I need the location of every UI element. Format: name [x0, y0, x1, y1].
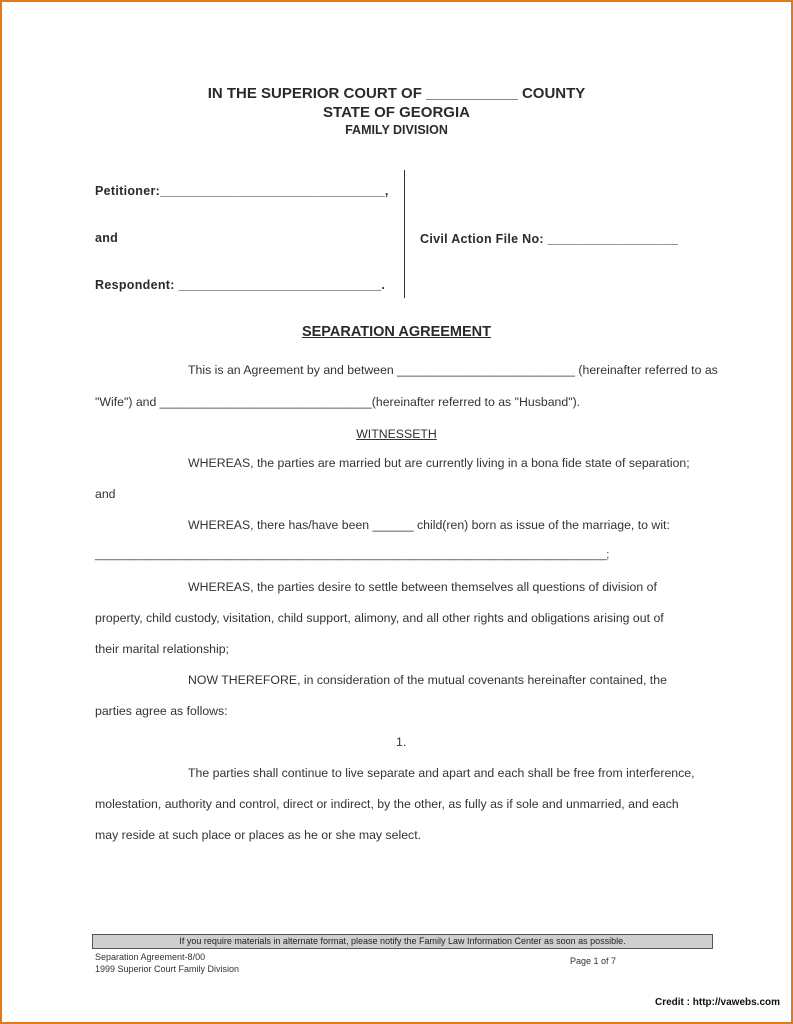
state-heading: STATE OF GEORGIA — [323, 104, 470, 121]
body-line-10: NOW THEREFORE, in consideration of the mutual covenants hereinafter contained, the — [188, 673, 667, 687]
page-number: Page 1 of 7 — [570, 956, 617, 966]
children-names-line: ___________________________________________________________________________________________; — [95, 549, 609, 561]
body-line-13: molestation, authority and control, direct or indirect, by the other, as fully as if sole and unmarried, and each — [95, 797, 679, 811]
body-line-12: The parties shall continue to live separate and apart and each shall be free from interference, — [188, 766, 695, 780]
body-line-9: their marital relationship; — [95, 642, 229, 656]
body-line-4: and — [95, 487, 116, 501]
body-line-8: property, child custody, visitation, child support, alimony, and all other rights and obligations arising out of — [95, 611, 664, 625]
civil-action-file-field: Civil Action File No: __________________ — [420, 232, 679, 246]
body-line-11: parties agree as follows: — [95, 704, 228, 718]
petitioner-field: Petitioner:_______________________________, — [95, 184, 389, 198]
form-id: Separation Agreement-8/00 — [95, 952, 206, 962]
caption-divider — [404, 170, 405, 298]
body-line-1: This is an Agreement by and between __________________________ (hereinafter referred to as — [188, 363, 718, 377]
respondent-field: Respondent: ____________________________. — [95, 278, 386, 292]
credit-link[interactable]: Credit : http://vawebs.com — [655, 997, 781, 1008]
section-number: 1. — [396, 735, 407, 749]
body-line-7: WHEREAS, the parties desire to settle between themselves all questions of division of — [188, 580, 657, 594]
and-label: and — [95, 231, 119, 245]
body-line-3: WHEREAS, the parties are married but are currently living in a bona fide state of separation; — [188, 456, 690, 470]
body-line-5: WHEREAS, there has/have been ______ child(ren) born as issue of the marriage, to wit: — [188, 518, 670, 532]
body-line-2: "Wife") and _______________________________(hereinafter referred to as "Husband"). — [95, 395, 581, 409]
division-heading: FAMILY DIVISION — [345, 123, 448, 137]
witnesseth-heading: WITNESSETH — [356, 427, 437, 441]
document-title: SEPARATION AGREEMENT — [301, 324, 492, 340]
accessibility-notice: If you require materials in alternate format, please notify the Family Law Information Center as soon as possible. — [92, 934, 713, 949]
court-heading: IN THE SUPERIOR COURT OF ___________ COUNTY — [207, 85, 586, 102]
court-division-note: 1999 Superior Court Family Division — [95, 964, 240, 974]
body-line-14: may reside at such place or places as he or she may select. — [95, 828, 422, 842]
